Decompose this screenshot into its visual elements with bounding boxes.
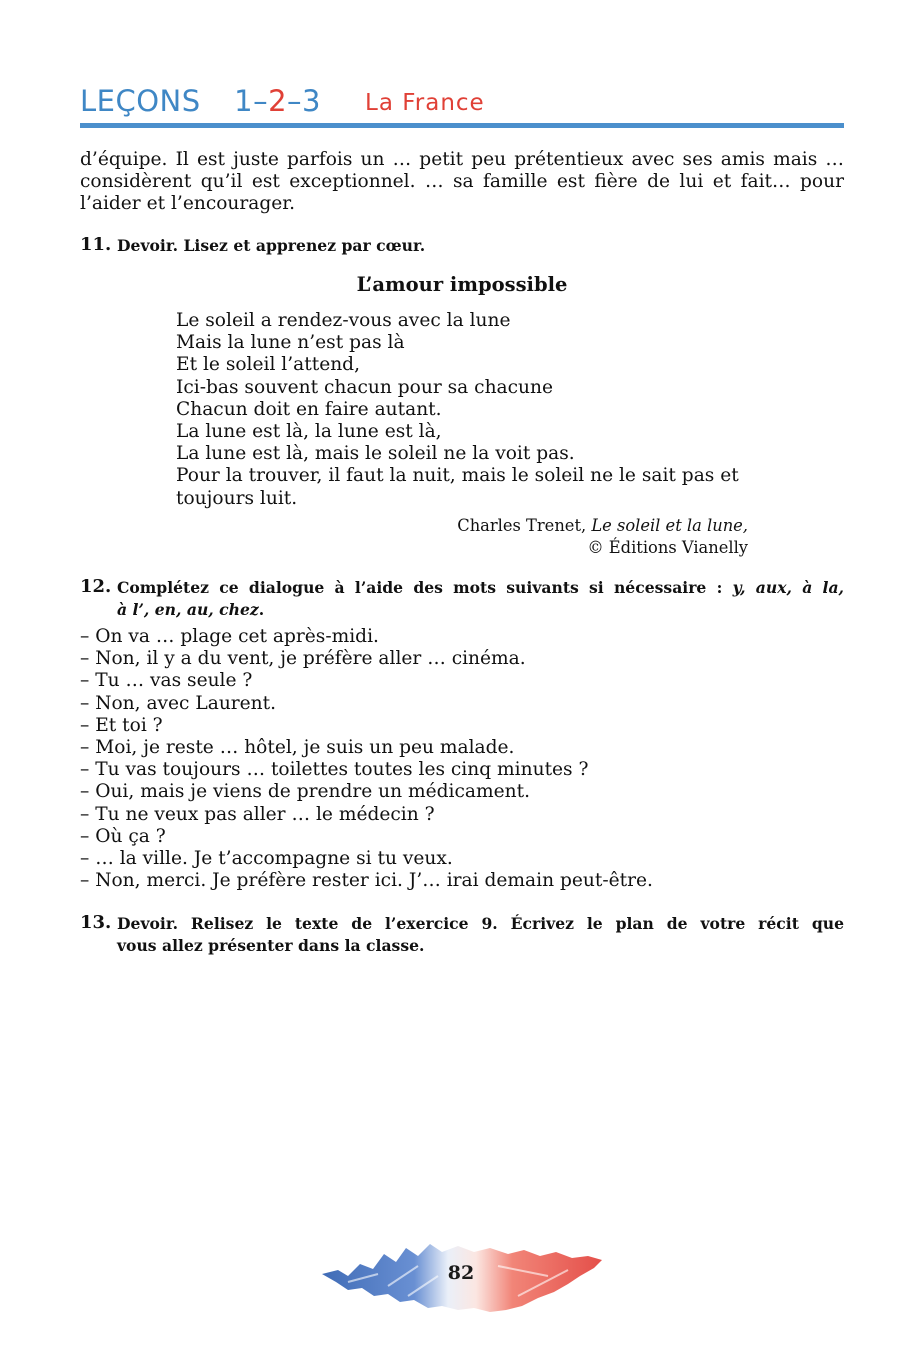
poem-body [176, 310, 756, 510]
dialogue-line: – Oui, mais je viens de prendre un médicament. [80, 781, 530, 803]
poem-credit [457, 515, 748, 558]
dialogue-line: – On va … plage cet après-midi. [80, 626, 379, 647]
exercise-instruction [117, 913, 844, 956]
poem-line: La lune est là, mais le soleil ne la voit pas. [176, 443, 575, 465]
poem-line: Le soleil a rendez-vous avec la lune [176, 310, 511, 331]
lessons-label: LEÇONS [80, 84, 201, 118]
instruction-period: . [258, 599, 265, 619]
credit-line-1 [457, 515, 748, 537]
poem-line: La lune est là, la lune est là, [176, 421, 442, 443]
dialogue-line: – Non, merci. Je préfère rester ici. J’… irai demain peut-être. [80, 870, 653, 892]
credit-work: Le soleil et la lune, [591, 516, 748, 535]
lesson-number-1: 1 [234, 84, 254, 118]
instruction-text: Complétez ce dialogue à l’aide des mots suivants si nécessaire : [117, 578, 733, 597]
dialogue-line: – Et toi ? [80, 714, 163, 736]
dialogue-line: – Où ça ? [80, 825, 166, 847]
dialogue [80, 626, 844, 892]
dialogue-line: – Non, il y a du vent, je préfère aller … cinéma. [80, 648, 526, 670]
lesson-dash-2: – [287, 84, 303, 118]
exercise-13 [80, 912, 844, 958]
lesson-number-3: 3 [302, 84, 321, 118]
poem-line: toujours luit. [176, 487, 298, 509]
poem-line: Ici-bas souvent chacun pour sa chacune [176, 376, 554, 398]
dialogue-line: – Non, avec Laurent. [80, 692, 277, 714]
poem-line: Pour la trouver, il faut la nuit, mais le soleil ne le sait pas et [176, 465, 739, 487]
paragraph-line: l’aider et l’encourager. [80, 193, 296, 215]
dialogue-line: – Tu … vas seule ? [80, 670, 253, 692]
exercise-number: 13. [80, 912, 112, 933]
credit-publisher: © Éditions Vianelly [587, 537, 748, 557]
paragraph-line: considèrent qu’il est exceptionnel. … sa famille est fière de lui et fait… pour [80, 171, 844, 193]
poem-line: Chacun doit en faire autant. [176, 398, 442, 420]
instruction-line [117, 599, 844, 621]
credit-author: Charles Trenet, [457, 516, 592, 535]
poem-line: Mais la lune n’est pas là [176, 332, 405, 354]
dialogue-line: – Moi, je reste … hôtel, je suis un peu malade. [80, 737, 515, 759]
intro-paragraph [80, 149, 844, 216]
instruction-line [117, 577, 844, 599]
lesson-subtitle: La France [365, 90, 485, 116]
exercise-instruction [117, 577, 844, 620]
word-list-part-1: y, aux, à la, [732, 578, 844, 597]
exercise-12 [80, 576, 844, 622]
exercise-number: 12. [80, 576, 112, 597]
word-list-part-2: à l’, en, au, chez [117, 599, 259, 619]
paragraph-line: d’équipe. Il est juste parfois un … petit peu prétentieux avec ses amis mais … [80, 149, 844, 170]
exercise-11 [80, 234, 844, 258]
instruction-line: Devoir. Lisez et apprenez par cœur. [117, 236, 426, 255]
lesson-dash-1: – [253, 84, 269, 118]
page-footer [318, 1236, 604, 1316]
dialogue-line: – Tu ne veux pas aller … le médecin ? [80, 803, 435, 825]
lessons-title [80, 84, 321, 118]
lesson-number-2: 2 [268, 84, 288, 118]
page-header [80, 84, 844, 128]
poem-title: L’amour impossible [356, 273, 568, 296]
page-number: 82 [447, 1262, 475, 1284]
exercise-instruction [117, 235, 844, 257]
dialogue-line: – Tu vas toujours … toilettes toutes les cinq minutes ? [80, 759, 589, 781]
exercise-number: 11. [80, 234, 112, 255]
header-divider [80, 123, 844, 128]
instruction-line: Devoir. Relisez le texte de l’exercice 9. Écrivez le plan de votre récit que [117, 914, 844, 933]
dialogue-line: – … la ville. Je t’accompagne si tu veux. [80, 848, 453, 870]
instruction-line: vous allez présenter dans la classe. [117, 935, 425, 955]
poem-line: Et le soleil l’attend, [176, 354, 360, 376]
